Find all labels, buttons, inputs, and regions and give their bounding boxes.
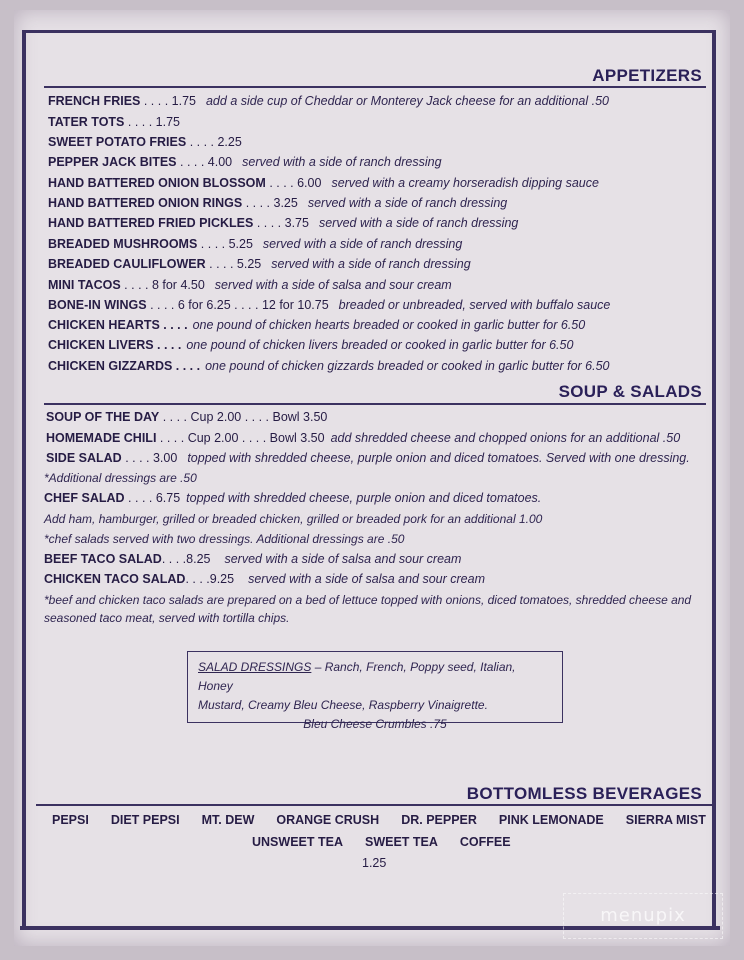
salad-note: Add ham, hamburger, grilled or breaded chicken, grilled or breaded pork for an additional 1.00 bbox=[44, 512, 543, 526]
beverage-item: ORANGE CRUSH bbox=[276, 813, 380, 827]
beverages-rule bbox=[36, 804, 712, 806]
salad-note: *Additional dressings are .50 bbox=[44, 471, 197, 485]
menupix-watermark: menupix bbox=[563, 893, 723, 939]
salad-item: CHEF SALAD . . . . 6.75 topped with shredded cheese, purple onion and diced tomatoes. bbox=[44, 491, 542, 505]
appetizer-item: BREADED CAULIFLOWER . . . . 5.25 served with a side of ranch dressing bbox=[48, 257, 471, 271]
appetizer-item: CHICKEN GIZZARDS . . . . one pound of chicken gizzards breaded or cooked in garlic butter for 6.50 bbox=[48, 359, 610, 373]
beverage-item: DR. PEPPER bbox=[401, 813, 477, 827]
salad-item: CHICKEN TACO SALAD. . . .9.25 served with a side of salsa and sour cream bbox=[44, 572, 485, 586]
beverage-item: PINK LEMONADE bbox=[498, 813, 604, 827]
salad-item: HOMEMADE CHILI . . . . Cup 2.00 . . . . Bowl 3.50 add shredded cheese and chopped onions for an additional .50 bbox=[46, 431, 681, 445]
salad-item: SOUP OF THE DAY . . . . Cup 2.00 . . . . Bowl 3.50 bbox=[46, 410, 328, 424]
beverage-item: DIET PEPSI bbox=[110, 813, 180, 827]
appetizer-item: TATER TOTS . . . . 1.75 bbox=[48, 115, 180, 129]
beverage-item: SIERRA MIST bbox=[625, 813, 706, 827]
appetizer-item: SWEET POTATO FRIES . . . . 2.25 bbox=[48, 135, 242, 149]
appetizer-item: PEPPER JACK BITES . . . . 4.00 served with a side of ranch dressing bbox=[48, 155, 442, 169]
salad-note: *beef and chicken taco salads are prepared on a bed of lettuce topped with onions, diced tomatoes, shredded cheese and bbox=[44, 593, 692, 607]
appetizer-item: HAND BATTERED ONION RINGS . . . . 3.25 served with a side of ranch dressing bbox=[48, 196, 508, 210]
beverages-title: BOTTOMLESS BEVERAGES bbox=[466, 784, 702, 803]
beverages-row-1 bbox=[52, 813, 706, 827]
appetizer-item: HAND BATTERED ONION BLOSSOM . . . . 6.00 served with a creamy horseradish dipping sauce bbox=[48, 176, 599, 190]
appetizer-item: FRENCH FRIES . . . . 1.75 add a side cup of Cheddar or Monterey Jack cheese for an additional .50 bbox=[48, 94, 610, 108]
appetizer-item: MINI TACOS . . . . 8 for 4.50 served with a side of salsa and sour cream bbox=[48, 278, 452, 292]
appetizers-title: APPETIZERS bbox=[592, 66, 702, 85]
soup-salads-title: SOUP & SALADS bbox=[558, 382, 702, 401]
beverage-item: PEPSI bbox=[52, 813, 89, 827]
beverage-item: UNSWEET TEA bbox=[252, 835, 343, 849]
salad-dressings-box bbox=[187, 651, 563, 731]
salad-note: seasoned taco meat, served with tortilla chips. bbox=[44, 611, 290, 625]
beverage-item: SWEET TEA bbox=[364, 835, 438, 849]
salad-dressings-dash: – bbox=[311, 660, 325, 674]
appetizer-item: CHICKEN HEARTS . . . . one pound of chicken hearts breaded or cooked in garlic butter for 6.50 bbox=[48, 318, 586, 332]
appetizer-item: CHICKEN LIVERS . . . . one pound of chicken livers breaded or cooked in garlic butter for 6.50 bbox=[48, 338, 574, 352]
salad-dressings-line2: Mustard, Creamy Bleu Cheese, Raspberry Vinaigrette. bbox=[198, 698, 488, 712]
salad-dressings-heading: SALAD DRESSINGS bbox=[198, 660, 312, 674]
appetizer-item: BONE-IN WINGS . . . . 6 for 6.25 . . . . 12 for 10.75 breaded or unbreaded, served with buffalo sauce bbox=[48, 298, 611, 312]
appetizer-item: HAND BATTERED FRIED PICKLES . . . . 3.75 served with a side of ranch dressing bbox=[48, 216, 519, 230]
beverages-row-2 bbox=[252, 835, 511, 849]
beverages-price: 1.25 bbox=[362, 856, 387, 870]
beverage-item: COFFEE bbox=[459, 835, 511, 849]
salad-note: *chef salads served with two dressings. Additional dressings are .50 bbox=[44, 532, 405, 546]
appetizers-rule bbox=[44, 86, 706, 88]
bleu-cheese-crumbles: Bleu Cheese Crumbles .75 bbox=[303, 717, 447, 731]
soup-salads-rule bbox=[44, 403, 706, 405]
beverage-item: MT. DEW bbox=[201, 813, 255, 827]
salad-item: BEEF TACO SALAD. . . .8.25 served with a side of salsa and sour cream bbox=[44, 552, 462, 566]
salad-item: SIDE SALAD . . . . 3.00 topped with shredded cheese, purple onion and diced tomatoes. Served with one dressing. bbox=[46, 451, 690, 465]
appetizer-item: BREADED MUSHROOMS . . . . 5.25 served with a side of ranch dressing bbox=[48, 237, 463, 251]
salad-dressings-line1: Ranch, French, Poppy seed, Italian, Honey bbox=[198, 660, 516, 693]
